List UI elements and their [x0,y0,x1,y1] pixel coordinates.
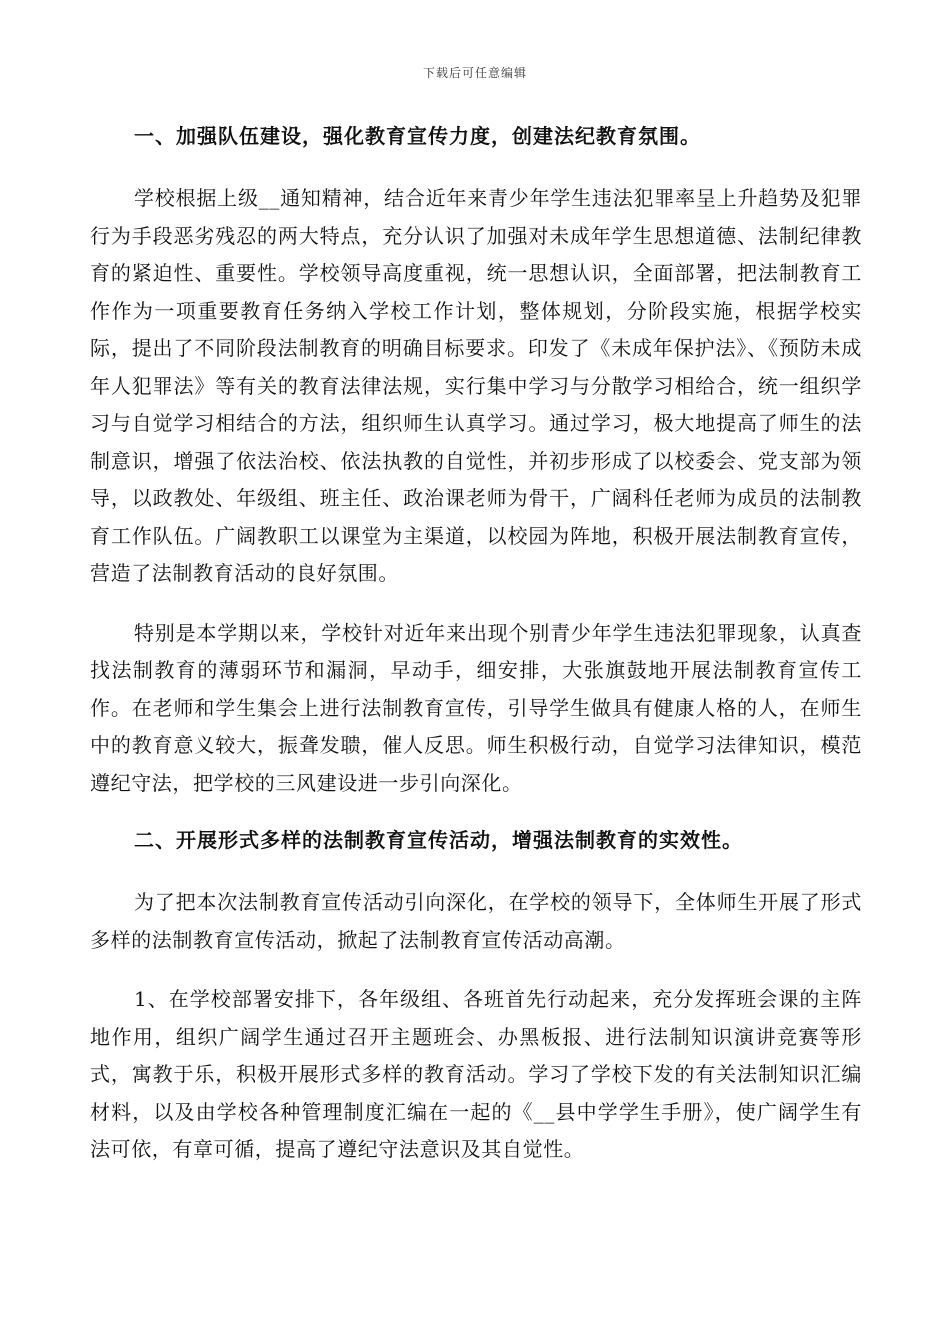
section-heading-1: 一、加强队伍建设，强化教育宣传力度，创建法纪教育氛围。 [134,124,701,148]
paragraph-1: 学校根据上级__通知精神，结合近年来青少年学生违法犯罪率呈上升趋势及犯罪行为手段恶劣残忍的两大特点，充分认识了加强对未成年学生思想道德、法制纪律教育的紧迫性、重要性。学校领导高度重视，统一思想认识，全面部署，把法制教育工作作为一项重要教育任务纳入学校工作计划，整体规划，分阶段实施，根据学校实际，提出了不同阶段法制教育的明确目标要求。印发了《未成年保护法》、《预防未成年人犯罪法》等有关的教育法律法规，实行集中学习与分散学习相给合，统一组织学习与自觉学习相结合的方法，组织师生认真学习。通过学习，极大地提高了师生的法制意识，增强了依法治校、依法执教的自觉性，并初步形成了以校委会、党支部为领导，以政教处、年级组、班主任、政治课老师为骨干，广阔科任老师为成员的法制教育工作队伍。广阔教职工以课堂为主渠道，以校园为阵地，积极开展法制教育宣传，营造了法制教育活动的良好氛围。 [90,186,862,585]
paragraph-2: 特别是本学期以来，学校针对近年来出现个别青少年学生违法犯罪现象，认真查找法制教育的薄弱环节和漏洞，早动手，细安排，大张旗鼓地开展法制教育宣传工作。在老师和学生集会上进行法制教育宣传，引导学生做具有健康人格的人，在师生中的教育意义较大，振聋发聩，催人反思。师生积极行动，自觉学习法律知识，模范遵纪守法，把学校的三风建设进一步引向深化。 [90,620,862,795]
paragraph-3: 为了把本次法制教育宣传活动引向深化，在学校的领导下，全体师生开展了形式多样的法制教育宣传活动，掀起了法制教育宣传活动高潮。 [90,890,862,952]
paragraph-4: 1、在学校部署安排下，各年级组、各班首先行动起来，充分发挥班会课的主阵地作用，组织广阔学生通过召开主题班会、办黑板报、进行法制知识演讲竞赛等形式，寓教于乐，积极开展形式多样的教育活动。学习了学校下发的有关法制知识汇编材料，以及由学校各种管理制度汇编在一起的《__县中学学生手册》，使广阔学生有法可依，有章可循，提高了遵纪守法意识及其自觉性。 [90,987,862,1161]
section-heading-2: 二、开展形式多样的法制教育宣传活动，增强法制教育的实效性。 [134,828,743,852]
document-body [90,118,862,1169]
header-note: 下载后可任意编辑 [422,66,527,80]
